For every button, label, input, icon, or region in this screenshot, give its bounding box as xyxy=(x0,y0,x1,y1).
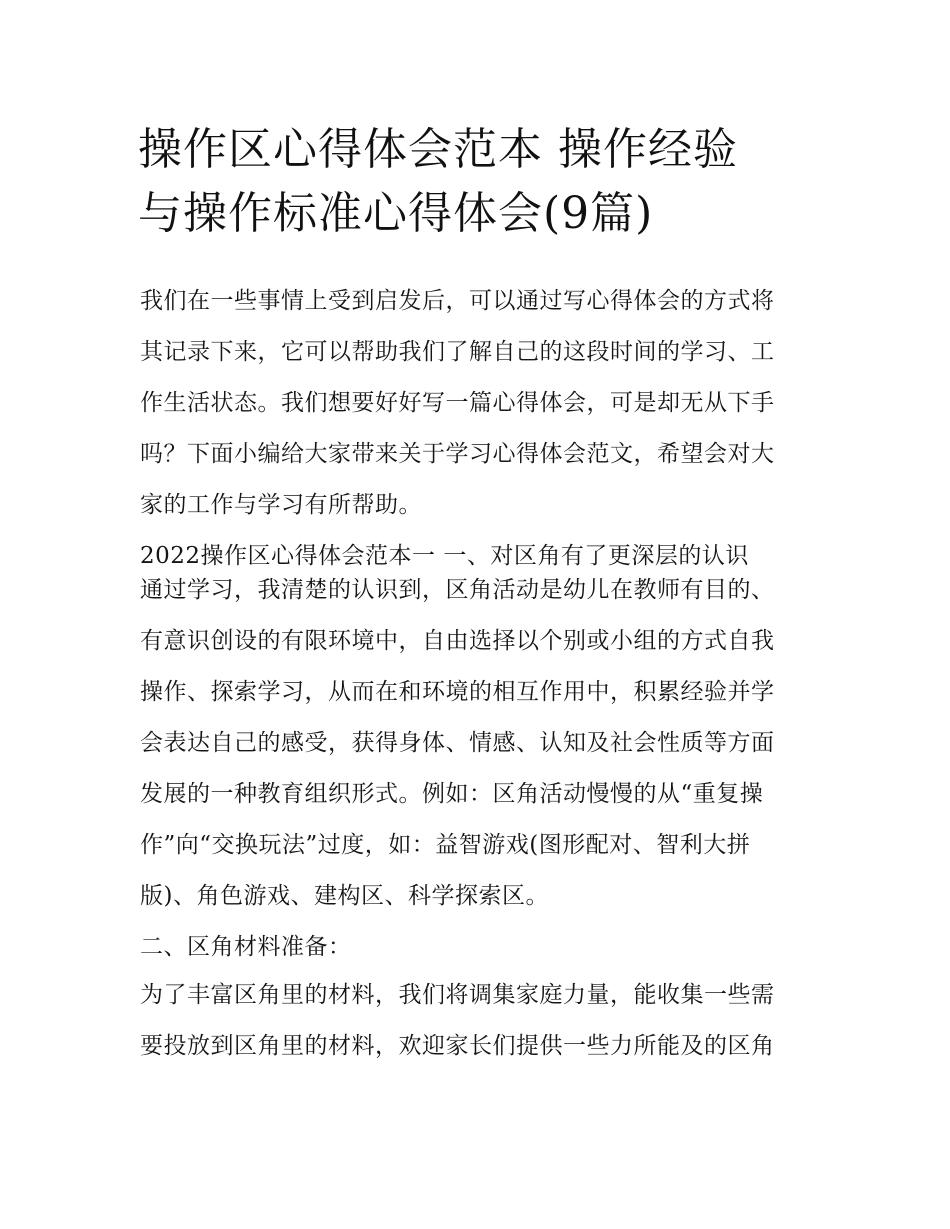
paragraph-line: 家的工作与学习有所帮助。 xyxy=(140,492,422,518)
paragraph-line: 通过学习，我清楚的认识到，区角活动是幼儿在教师有目的、 xyxy=(140,577,775,603)
section2-paragraph xyxy=(140,976,820,1078)
paragraph-line: 作”向“交换玩法”过度，如：益智游戏(图形配对、智利大拼 xyxy=(140,832,751,858)
section-heading: 2022操作区心得体会范本一 一、对区角有了更深层的认识 xyxy=(140,543,749,569)
paragraph-line: 会表达自己的感受，获得身体、情感、认知及社会性质等方面 xyxy=(140,730,775,756)
paragraph-line: 为了丰富区角里的材料，我们将调集家庭力量，能收集一些需 xyxy=(140,982,775,1008)
paragraph-line: 有意识创设的有限环境中，自由选择以个别或小组的方式自我 xyxy=(140,628,775,654)
section-heading: 二、区角材料准备： xyxy=(140,934,352,960)
paragraph-line: 发展的一种教育组织形式。例如：区角活动慢慢的从“重复操 xyxy=(140,781,764,807)
paragraph-line: 吗？下面小编给大家带来关于学习心得体会范文，希望会对大 xyxy=(140,441,775,467)
intro-paragraph xyxy=(140,282,820,537)
title-line: 与操作标准心得体会(9篇) xyxy=(138,188,654,239)
title-line: 操作区心得体会范本 操作经验 xyxy=(138,124,738,175)
document-body xyxy=(140,282,820,1078)
paragraph-line: 要投放到区角里的材料，欢迎家长们提供一些力所能及的区角 xyxy=(140,1033,775,1059)
section1-paragraph xyxy=(140,571,820,928)
paragraph-line: 我们在一些事情上受到启发后，可以通过写心得体会的方式将 xyxy=(140,288,775,314)
paragraph-line: 作生活状态。我们想要好好写一篇心得体会，可是却无从下手 xyxy=(140,390,775,416)
document-title xyxy=(138,118,818,246)
paragraph-line: 操作、探索学习，从而在和环境的相互作用中，积累经验并学 xyxy=(140,679,775,705)
paragraph-line: 版)、角色游戏、建构区、科学探索区。 xyxy=(140,883,549,909)
paragraph-line: 其记录下来，它可以帮助我们了解自己的这段时间的学习、工 xyxy=(140,339,775,365)
